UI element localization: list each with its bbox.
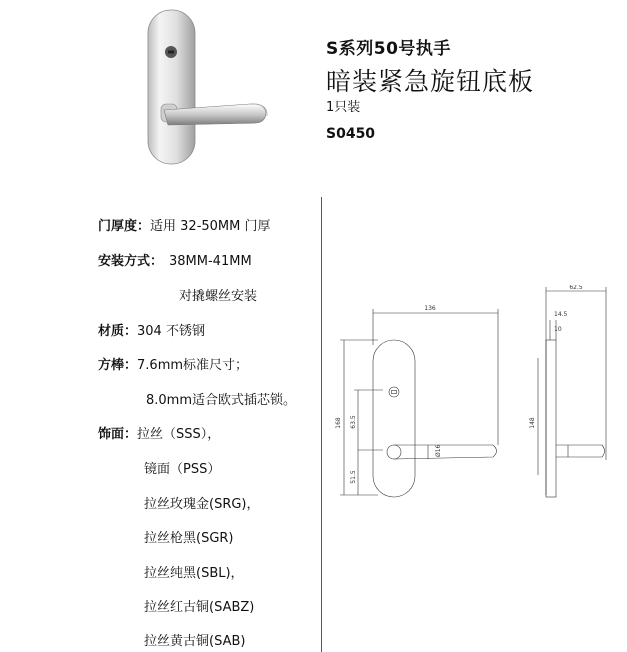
finish-item: 镜面（PSS） <box>144 462 221 477</box>
finish-item: 拉丝红古铜(SABZ) <box>144 600 255 615</box>
spec-material <box>98 320 205 339</box>
spec-label: 材质： <box>98 324 138 339</box>
dim-side-height: 148 <box>529 417 536 429</box>
finish-item: 拉丝玫瑰金(SRG)， <box>144 497 260 512</box>
product-name: 暗装紧急旋钮底板 <box>326 67 535 96</box>
technical-drawing <box>328 285 627 515</box>
finish-item: 拉丝纯黑(SBL)， <box>144 566 244 581</box>
spec-spindle <box>98 354 248 373</box>
dim-side-depth: 62.5 <box>569 285 583 291</box>
finish-item: 拉丝黄古铜(SAB) <box>144 634 246 649</box>
spec-door-thickness <box>98 215 271 234</box>
spec-value: 7.6mm标准尺寸； <box>137 358 249 373</box>
spec-label: 安装方式： <box>98 254 164 269</box>
spec-install-line2: 对撬螺丝安装 <box>179 289 258 304</box>
dim-height-mid: 63.5 <box>350 415 357 429</box>
dim-side-t2: 10 <box>554 326 562 333</box>
dim-handle-dia: Ø16 <box>435 444 442 457</box>
spec-label: 方棒： <box>98 358 138 373</box>
spec-label: 门厚度： <box>98 219 151 234</box>
quantity-text: 1只装 <box>326 100 361 115</box>
dim-height-low: 51.5 <box>350 470 357 484</box>
spec-install <box>98 250 252 269</box>
spec-label: 饰面： <box>98 427 138 442</box>
dim-side-t1: 14.5 <box>554 311 568 318</box>
dim-height-total: 168 <box>335 417 342 429</box>
spec-spindle-line2: 8.0mm适合欧式插芯锁。 <box>146 393 297 408</box>
spec-finish <box>98 423 220 442</box>
dim-width: 136 <box>424 305 436 312</box>
finish-item: 拉丝（SSS）， <box>137 427 221 442</box>
spec-value: 38MM-41MM <box>169 254 252 269</box>
spec-value: 适用 32-50MM 门厚 <box>150 219 271 234</box>
product-code: S0450 <box>326 126 376 142</box>
product-photo <box>138 6 278 168</box>
finish-item: 拉丝枪黑(SGR) <box>144 531 234 546</box>
series-title: S系列50号执手 <box>326 39 451 59</box>
column-divider <box>321 197 322 652</box>
spec-value: 304 不锈钢 <box>137 324 205 339</box>
